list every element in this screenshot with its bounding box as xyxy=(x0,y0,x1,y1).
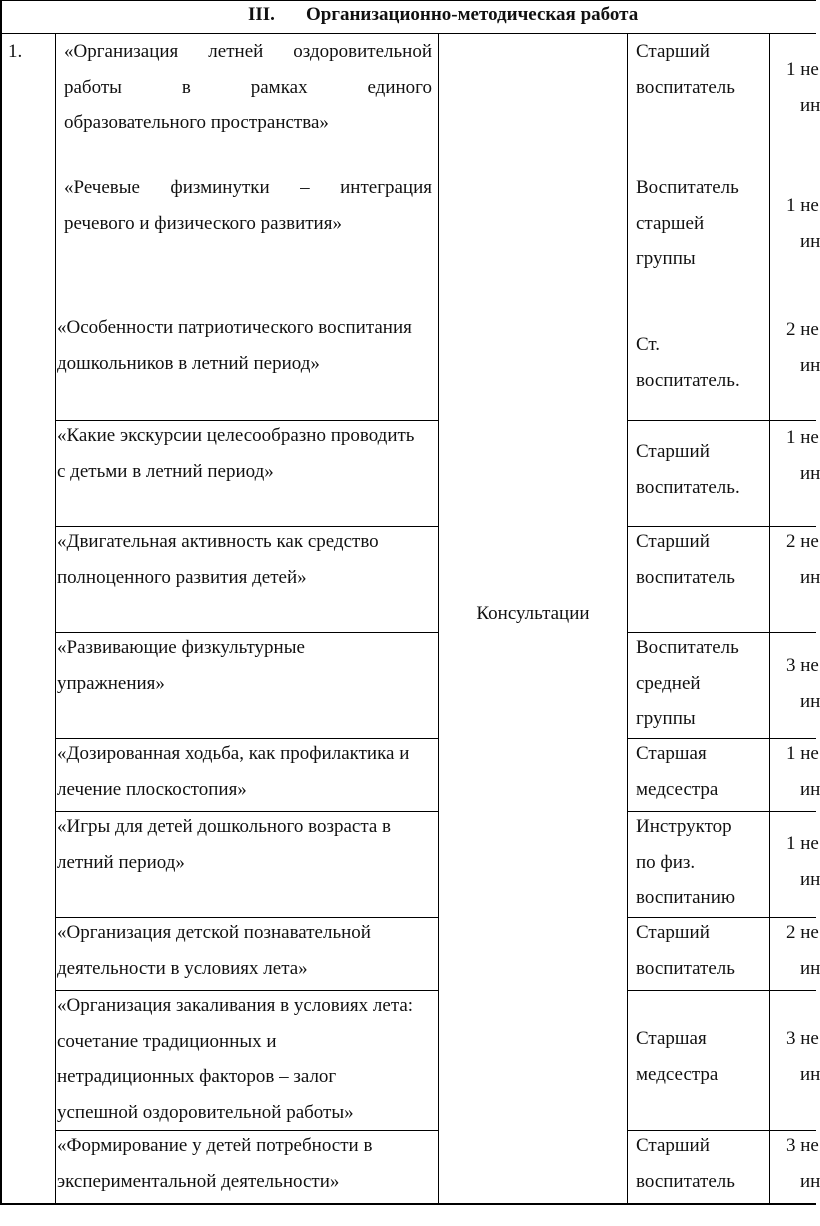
period-text: ин xyxy=(800,566,820,588)
responsible-text: старшей xyxy=(636,212,705,234)
period-text: 1 не xyxy=(786,427,819,448)
responsible-text: Старшая xyxy=(636,743,707,764)
period-text: ин xyxy=(800,230,820,252)
col-divider-form xyxy=(627,33,628,1204)
topic-text: «Организация летней оздоровительной xyxy=(64,41,432,62)
topic-text: полноценного развития детей» xyxy=(57,566,307,588)
responsible-text: Старший xyxy=(636,41,710,62)
period-text: ин xyxy=(800,94,820,116)
period-text: 1 не xyxy=(786,59,819,80)
row-number: 1. xyxy=(8,41,23,62)
responsible-text: воспитатель. xyxy=(636,476,740,498)
topic-text: успешной оздоровительной работы» xyxy=(57,1101,354,1123)
responsible-text: воспитатель xyxy=(636,1170,735,1192)
period-text: 3 не xyxy=(786,1135,819,1156)
topic-text: лечение плоскостопия» xyxy=(57,778,247,800)
period-text: 1 не xyxy=(786,195,819,216)
responsible-text: по физ. xyxy=(636,851,696,873)
responsible-text: Старшая xyxy=(636,1028,707,1049)
col-divider-responsible xyxy=(769,33,770,1204)
period-text: 1 не xyxy=(786,743,819,764)
responsible-text: воспитатель xyxy=(636,566,735,588)
topic-text: сочетание традиционных и xyxy=(57,1030,277,1052)
topic-text: «Формирование у детей потребности в xyxy=(57,1135,373,1156)
period-text: 2 не xyxy=(786,922,819,943)
responsible-text: группы xyxy=(636,708,696,729)
section-title: Организационно-методическая работа xyxy=(306,4,639,25)
table-border-bottom xyxy=(0,1203,816,1205)
table-border-left xyxy=(0,0,2,1204)
responsible-text: группы xyxy=(636,248,696,269)
period-text: ин xyxy=(800,1063,820,1085)
responsible-text: Старший xyxy=(636,441,710,462)
period-text: ин xyxy=(800,690,820,712)
topic-text: летний период» xyxy=(57,851,185,873)
topic-text: «Какие экскурсии целесообразно проводить xyxy=(57,425,415,446)
responsible-text: Инструктор xyxy=(636,816,732,837)
period-text: ин xyxy=(800,1170,820,1192)
period-text: ин xyxy=(800,957,820,979)
period-text: 1 не xyxy=(786,833,819,854)
responsible-text: воспитанию xyxy=(636,887,736,908)
topic-text: экспериментальной деятельности» xyxy=(57,1170,340,1192)
period-text: 3 не xyxy=(786,655,819,676)
period-text: ин xyxy=(800,868,820,890)
topic-text: образовательного пространства» xyxy=(64,112,329,133)
topic-text: «Организация детской познавательной xyxy=(57,922,371,943)
responsible-text: Старший xyxy=(636,531,710,552)
responsible-text: медсестра xyxy=(636,778,719,800)
col-divider-number xyxy=(55,33,56,1204)
table-border-top xyxy=(0,0,816,1)
period-text: 2 не xyxy=(786,531,819,552)
responsible-text: воспитатель. xyxy=(636,369,740,391)
topic-text: «Особенности патриотического воспитания xyxy=(57,317,412,338)
responsible-text: Старший xyxy=(636,922,710,943)
topic-text: деятельности в условиях лета» xyxy=(57,957,308,979)
topic-text: «Развивающие физкультурные xyxy=(57,637,305,658)
topic-text: речевого и физического развития» xyxy=(64,212,342,234)
topic-text: нетрадиционных факторов – залог xyxy=(57,1066,337,1087)
topic-text: «Игры для детей дошкольного возраста в xyxy=(57,816,392,837)
responsible-text: Ст. xyxy=(636,334,661,355)
responsible-text: воспитатель xyxy=(636,957,735,979)
responsible-text: средней xyxy=(636,672,701,694)
responsible-text: Воспитатель xyxy=(636,637,739,658)
topic-text: работы в рамках единого xyxy=(64,76,432,98)
period-text: ин xyxy=(800,778,820,800)
responsible-text: Воспитатель xyxy=(636,177,739,198)
section-number: III. xyxy=(248,4,275,25)
period-text: ин xyxy=(800,354,820,376)
responsible-text: Старший xyxy=(636,1135,710,1156)
period-text: 2 не xyxy=(786,319,819,340)
topic-text: «Дозированная ходьба, как профилактика и xyxy=(57,743,410,764)
responsible-text: медсестра xyxy=(636,1063,719,1085)
form-cell-consultations: Консультации xyxy=(476,603,590,624)
period-text: 3 не xyxy=(786,1028,819,1049)
responsible-text: воспитатель xyxy=(636,76,735,98)
period-text: ин xyxy=(800,462,820,484)
topic-text: упражнения» xyxy=(57,672,165,694)
topic-text: дошкольников в летний период» xyxy=(57,352,320,374)
topic-text: «Речевые физминутки – интеграция xyxy=(64,177,432,198)
topic-text: «Организация закаливания в условиях лета: xyxy=(57,995,414,1016)
topic-text: с детьми в летний период» xyxy=(57,460,274,482)
row-separator xyxy=(627,990,816,991)
topic-text: «Двигательная активность как средство xyxy=(57,531,379,552)
